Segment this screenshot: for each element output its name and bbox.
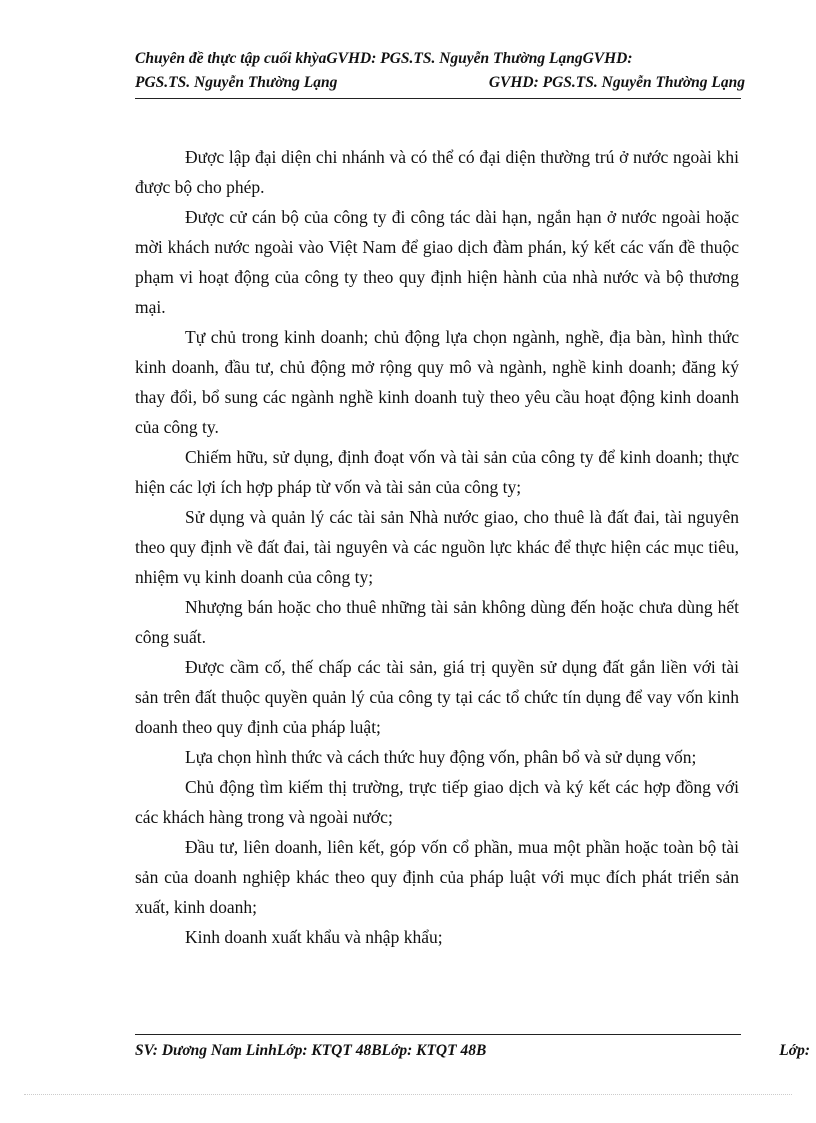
paragraph: Được cử cán bộ của công ty đi công tác dài hạn, ngắn hạn ở nước ngoài hoặc mời khách nước ngoài vào Việt Nam để giao dịch đàm phán, ký kết các vấn đề thuộc phạm vi hoạt động của công ty theo quy định hiện hành của nhà nước và bộ thương mại. (135, 207, 739, 317)
header-line-1: Chuyên đề thực tập cuối khỳaGVHD: PGS.TS. Nguyễn Thường LạngGVHD: (135, 50, 633, 67)
header-line-2-left: PGS.TS. Nguyễn Thường Lạng (135, 74, 338, 91)
header-line-2-right: GVHD: PGS.TS. Nguyễn Thường Lạng (488, 74, 745, 91)
header-line-2 (135, 71, 745, 95)
paragraph: Lựa chọn hình thức và cách thức huy động vốn, phân bổ và sử dụng vốn; (185, 747, 697, 767)
paragraph: Được lập đại diện chi nhánh và có thể có đại diện thường trú ở nước ngoài khi được bộ cho phép. (135, 147, 739, 197)
header-divider (135, 98, 741, 99)
paragraph: Sử dụng và quản lý các tài sản Nhà nước giao, cho thuê là đất đai, tài nguyên theo quy định về đất đai, tài nguyên và các nguồn lực khác để thực hiện các mục tiêu, nhiệm vụ kinh doanh của công ty; (135, 507, 739, 587)
paragraph: Kinh doanh xuất khẩu và nhập khẩu; (185, 927, 443, 947)
footer-right: Lớp: (779, 1042, 810, 1059)
footer-left: SV: Dương Nam LinhLớp: KTQT 48BLớp: KTQT 48B (135, 1042, 487, 1059)
paragraph: Tự chủ trong kinh doanh; chủ động lựa chọn ngành, nghề, địa bàn, hình thức kinh doanh, đầu tư, chủ động mở rộng quy mô và ngành, nghề kinh doanh; đăng ký thay đổi, bổ sung các ngành nghề kinh doanh tuỳ theo yêu cầu hoạt động kinh doanh của công ty. (135, 327, 739, 437)
page-bottom-edge (24, 1094, 792, 1095)
document-body (135, 142, 739, 952)
paragraph: Chiếm hữu, sử dụng, định đoạt vốn và tài sản của công ty để kinh doanh; thực hiện các lợi ích hợp pháp từ vốn và tài sản của công ty; (135, 447, 739, 497)
footer-divider (135, 1034, 741, 1035)
paragraph: Được cầm cố, thế chấp các tài sản, giá trị quyền sử dụng đất gắn liền với tài sản trên đất thuộc quyền quản lý của công ty tại các tổ chức tín dụng để vay vốn kinh doanh theo quy định của pháp luật; (135, 657, 739, 737)
page-footer (135, 1040, 810, 1062)
page-header (135, 47, 745, 95)
paragraph: Chủ động tìm kiếm thị trường, trực tiếp giao dịch và ký kết các hợp đồng với các khách hàng trong và ngoài nước; (135, 777, 739, 827)
paragraph: Đầu tư, liên doanh, liên kết, góp vốn cổ phần, mua một phần hoặc toàn bộ tài sản của doanh nghiệp khác theo quy định của pháp luật với mục đích phát triển sản xuất, kinh doanh; (135, 837, 739, 917)
paragraph: Nhượng bán hoặc cho thuê những tài sản không dùng đến hoặc chưa dùng hết công suất. (135, 597, 739, 647)
